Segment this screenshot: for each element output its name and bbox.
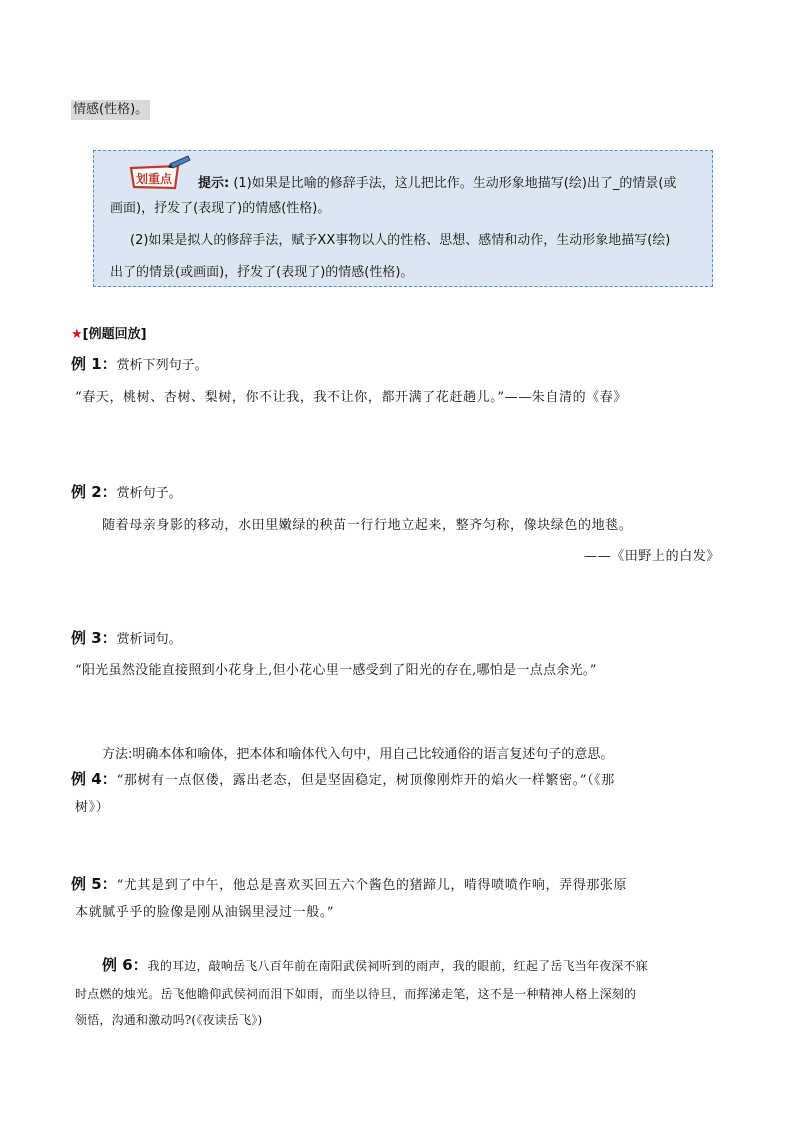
example-5: 例 5：“尤其是到了中午，他总是喜欢买回五六个酱色的猪蹄儿，啃得喷喷作响，弄得那张原 (71, 875, 628, 893)
heading-fragment: 情感(性格)。 (71, 100, 150, 120)
highlight-pen-icon (128, 154, 192, 192)
example-6: 例 6：我的耳边，敲响岳飞八百年前在南阳武侯祠听到的雨声，我的眼前，红起了岳飞当年夜深不寐 (102, 956, 648, 974)
tip-line-4: 出了的情景(或画面)，抒发了(表现了)的情感(性格)。 (110, 265, 414, 280)
example-1-heading: 例 1：赏析下列句子。 (71, 355, 208, 373)
example-3-heading: 例 3：赏析词句。 (71, 629, 182, 647)
example-2-heading: 例 2：赏析句子。 (71, 483, 182, 501)
method-text: 方法:明确本体和喻体，把本体和喻体代入句中，用自己比较通俗的语言复述句子的意思。 (102, 747, 614, 762)
tip-label: 提示: (198, 176, 230, 191)
example-4-cont: 树》） (75, 800, 110, 815)
example-2-source: ——《田野上的白发》 (584, 549, 721, 564)
example-1-quote: “春天，桃树、杏树、梨树，你不让我，我不让你，都开满了花赶趟儿。”——朱自清的《春》 (75, 390, 627, 405)
tip-line-2: 画面)，抒发了(表现了)的情感(性格)。 (110, 201, 331, 216)
example-5-cont: 本就腻乎乎的脸像是刚从油锅里浸过一般。” (75, 905, 335, 920)
example-2-quote: 随着母亲身影的移动，水田里嫩绿的秧苗一行行地立起来，整齐匀称，像块绿色的地毯。 (102, 518, 633, 533)
tip-line-3: (2)如果是拟人的修辞手法，赋予XX事物以人的性格、思想、感情和动作，生动形象地描写(绘) (130, 233, 671, 248)
section-title: ★[例题回放] (71, 327, 147, 342)
logo-text: 划重点 (136, 172, 173, 186)
example-6-cont-2: 领悟，沟通和激动吗?(《夜读岳飞》) (75, 1013, 263, 1027)
example-6-cont-1: 时点燃的烛光。岳飞他瞻仰武侯祠而泪下如雨，而坐以待旦，而挥涕走笔，这不是一种精神人格上深刻的 (75, 987, 637, 1001)
example-3-quote: “阳光虽然没能直接照到小花身上,但小花心里一感受到了阳光的存在,哪怕是一点点余光。” (75, 663, 597, 678)
tip-line-1: 提示: (1)如果是比喻的修辞手法，这儿把比作。生动形象地描写(绘)出了_的情景(或 (198, 176, 677, 191)
star-icon: ★ (71, 327, 83, 342)
example-4: 例 4：“那树有一点伛偻，露出老态，但是坚固稳定，树顶像刚炸开的焰火一样繁密。”（《那 (71, 770, 615, 788)
